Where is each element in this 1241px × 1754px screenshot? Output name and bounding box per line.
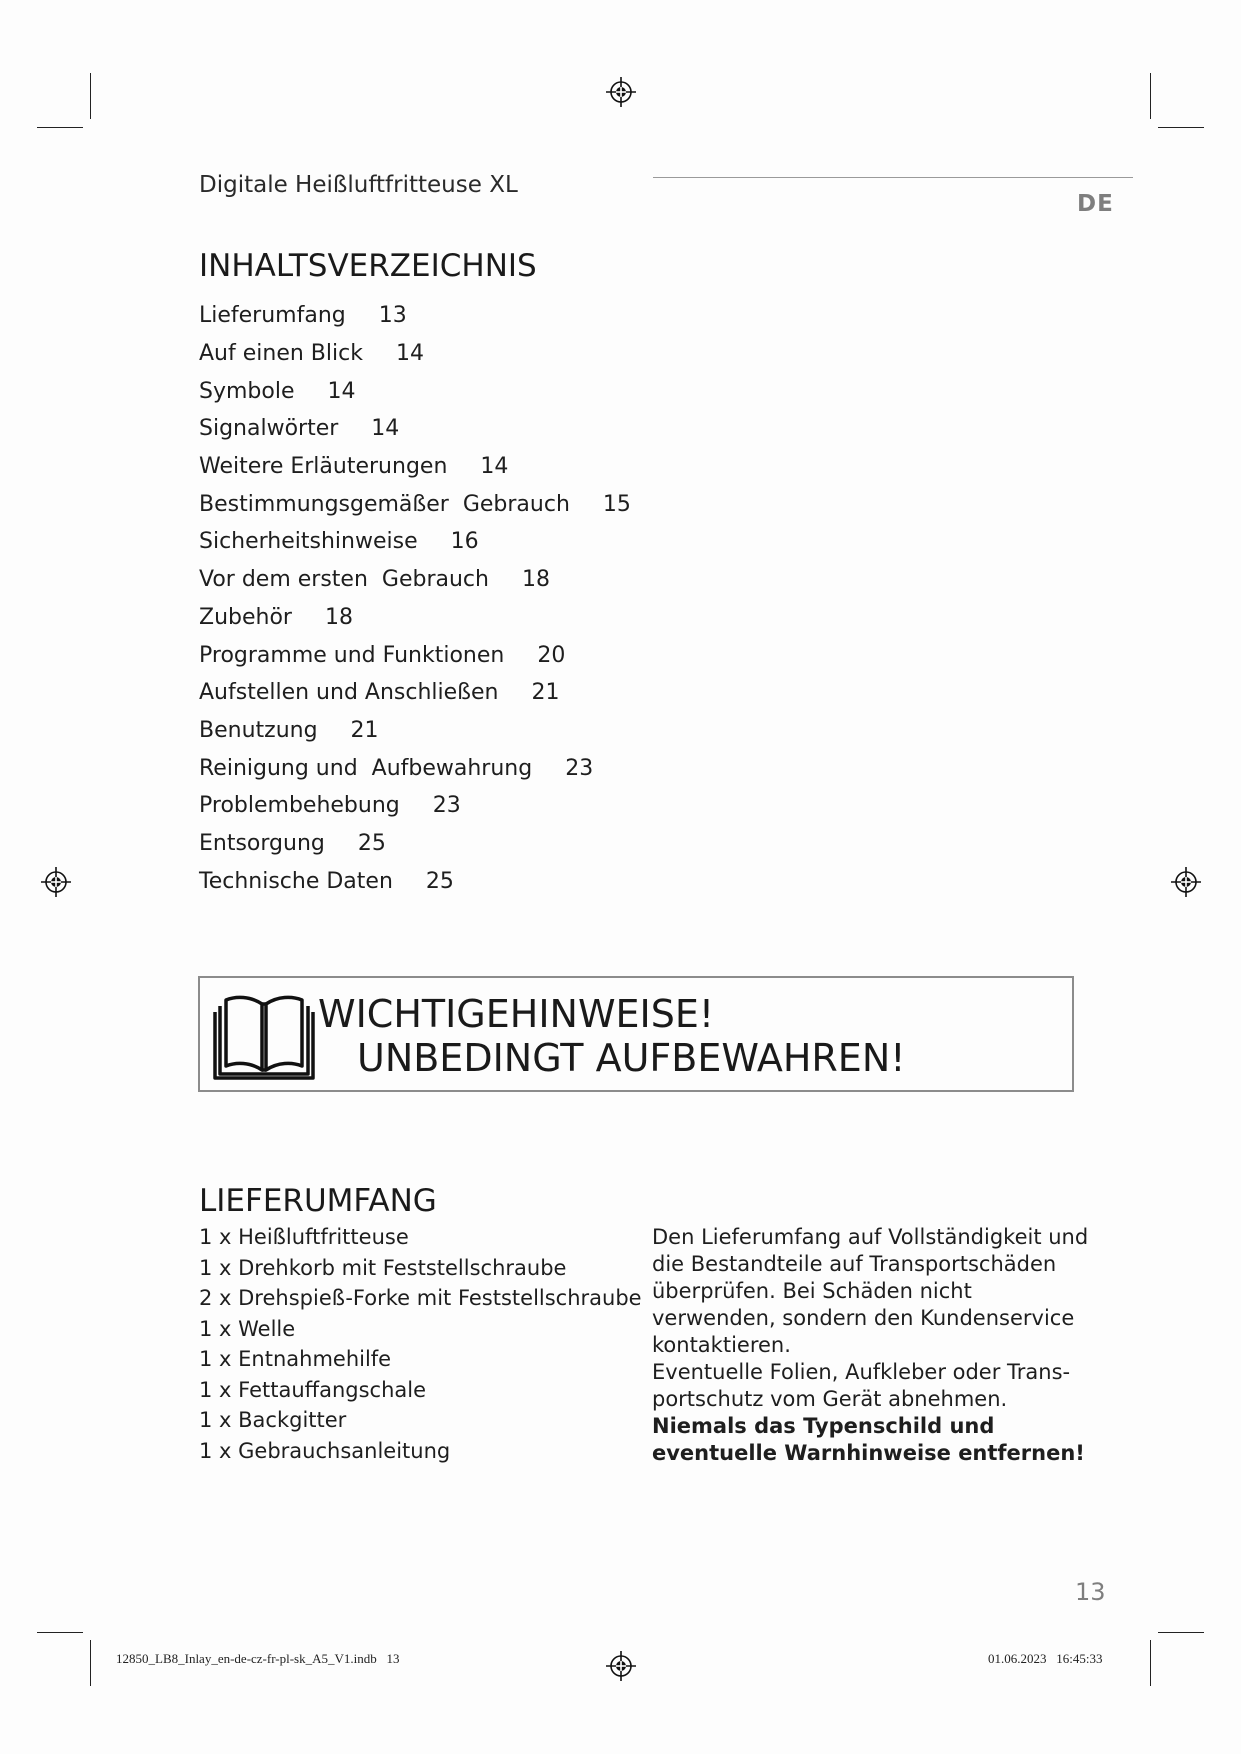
toc-heading: INHALTSVERZEICHNIS	[199, 248, 537, 284]
toc-entry-page: 25	[357, 830, 386, 856]
toc-entry	[199, 749, 631, 787]
toc-entry-page: 25	[425, 868, 454, 894]
instruction-paragraph	[652, 1359, 1092, 1467]
delivery-items-list	[199, 1222, 642, 1466]
toc-entry-title: Reinigung und Aufbewahrung	[199, 755, 533, 781]
toc-entry	[199, 410, 631, 448]
toc-entry	[199, 448, 631, 486]
header-divider	[653, 177, 1133, 178]
toc-entry-title: Aufstellen und Anschließen	[199, 680, 499, 706]
toc-entry	[199, 712, 631, 750]
book-icon	[212, 990, 316, 1080]
toc-entry-page: 21	[350, 717, 379, 743]
toc-entry-page: 23	[565, 755, 594, 781]
toc-entry-title: Entsorgung	[199, 830, 325, 856]
toc-entry-title: Benutzung	[199, 717, 318, 743]
notice-line-1: WICHTIGEHINWEISE!	[318, 992, 715, 1036]
toc-entry	[199, 335, 631, 373]
toc-entry-page: 18	[521, 567, 550, 593]
crop-mark	[37, 127, 83, 128]
toc-entry-page: 18	[324, 604, 353, 630]
toc-entry-title: Weitere Erläuterungen	[199, 454, 448, 480]
crop-mark	[1158, 127, 1204, 128]
toc-entry-page: 21	[531, 680, 560, 706]
crop-mark	[90, 73, 91, 119]
toc-entry	[199, 372, 631, 410]
toc-entry	[199, 862, 631, 900]
toc-entry	[199, 561, 631, 599]
toc-entry-page: 20	[537, 642, 566, 668]
list-item: 1 x Drehkorb mit Feststellschraube	[199, 1255, 567, 1280]
crop-mark	[37, 1632, 83, 1633]
toc-entry-title: Programme und Funktionen	[199, 642, 505, 668]
document-title: Digitale Heißluftfritteuse XL	[199, 172, 518, 198]
language-tag: DE	[1077, 191, 1114, 217]
toc-entry	[199, 674, 631, 712]
toc-entry	[199, 599, 631, 637]
toc-entry-page: 14	[327, 378, 356, 404]
toc-entry	[199, 825, 631, 863]
toc-entry	[199, 297, 631, 335]
list-item: 1 x Backgitter	[199, 1408, 347, 1433]
toc-entry-title: Auf einen Blick	[199, 341, 363, 367]
toc-entry-title: Zubehör	[199, 604, 292, 630]
toc-entry-title: Sicherheitshinweise	[199, 529, 418, 555]
toc-entry-title: Signalwörter	[199, 416, 339, 442]
toc-entry	[199, 636, 631, 674]
crop-mark	[1150, 1640, 1151, 1686]
toc-entry	[199, 787, 631, 825]
crop-mark	[1150, 73, 1151, 119]
toc-entry-page: 13	[378, 303, 407, 329]
print-slug-date: 01.06.2023 16:45:33	[988, 1651, 1103, 1666]
page-number: 13	[1075, 1578, 1106, 1606]
toc-entry-page: 14	[371, 416, 400, 442]
crop-mark	[90, 1640, 91, 1686]
toc-entry-title: Lieferumfang	[199, 303, 346, 329]
delivery-instructions	[652, 1224, 1092, 1467]
toc-entry-title: Symbole	[199, 378, 295, 404]
registration-mark-icon	[606, 1651, 636, 1681]
print-slug-file: 12850_LB8_Inlay_en-de-cz-fr-pl-sk_A5_V1.indb 13	[116, 1651, 400, 1666]
toc-entry-title: Bestimmungsgemäßer Gebrauch	[199, 491, 570, 517]
instruction-text: Eventuelle Folien, Aufkleber oder Transportschutz vom Gerät abnehmen.	[652, 1360, 1071, 1411]
warning-text: Niemals das Typenschild und eventuelle Warnhinweise entfernen!	[652, 1414, 1085, 1465]
list-item: 1 x Entnahmehilfe	[199, 1347, 392, 1372]
registration-mark-icon	[606, 77, 636, 107]
toc-entry-page: 16	[450, 529, 479, 555]
toc-entry	[199, 523, 631, 561]
registration-mark-icon	[1171, 867, 1201, 897]
notice-line-2: UNBEDINGT AUFBEWAHREN!	[357, 1036, 906, 1080]
toc-entry-page: 14	[395, 341, 424, 367]
toc-entry-page: 14	[480, 454, 509, 480]
registration-mark-icon	[41, 867, 71, 897]
instruction-paragraph: Den Lieferumfang auf Vollständigkeit und die Bestandteile auf Transportschäden überprüfen. Bei Schäden nicht verwenden, sondern den Kundenservice kontaktieren.	[652, 1225, 1089, 1357]
list-item: 1 x Gebrauchsanleitung	[199, 1438, 451, 1463]
section-heading-lieferumfang: LIEFERUMFANG	[199, 1183, 437, 1219]
toc-entry	[199, 485, 631, 523]
toc-entry-title: Technische Daten	[199, 868, 393, 894]
list-item: 1 x Welle	[199, 1316, 296, 1341]
table-of-contents	[199, 297, 631, 900]
toc-entry-page: 23	[432, 793, 461, 819]
list-item: 1 x Heißluftfritteuse	[199, 1225, 409, 1250]
list-item: 1 x Fettauffangschale	[199, 1377, 427, 1402]
toc-entry-page: 15	[602, 491, 631, 517]
toc-entry-title: Problembehebung	[199, 793, 400, 819]
toc-entry-title: Vor dem ersten Gebrauch	[199, 567, 489, 593]
crop-mark	[1158, 1632, 1204, 1633]
list-item: 2 x Drehspieß-Forke mit Feststellschraube	[199, 1286, 642, 1311]
